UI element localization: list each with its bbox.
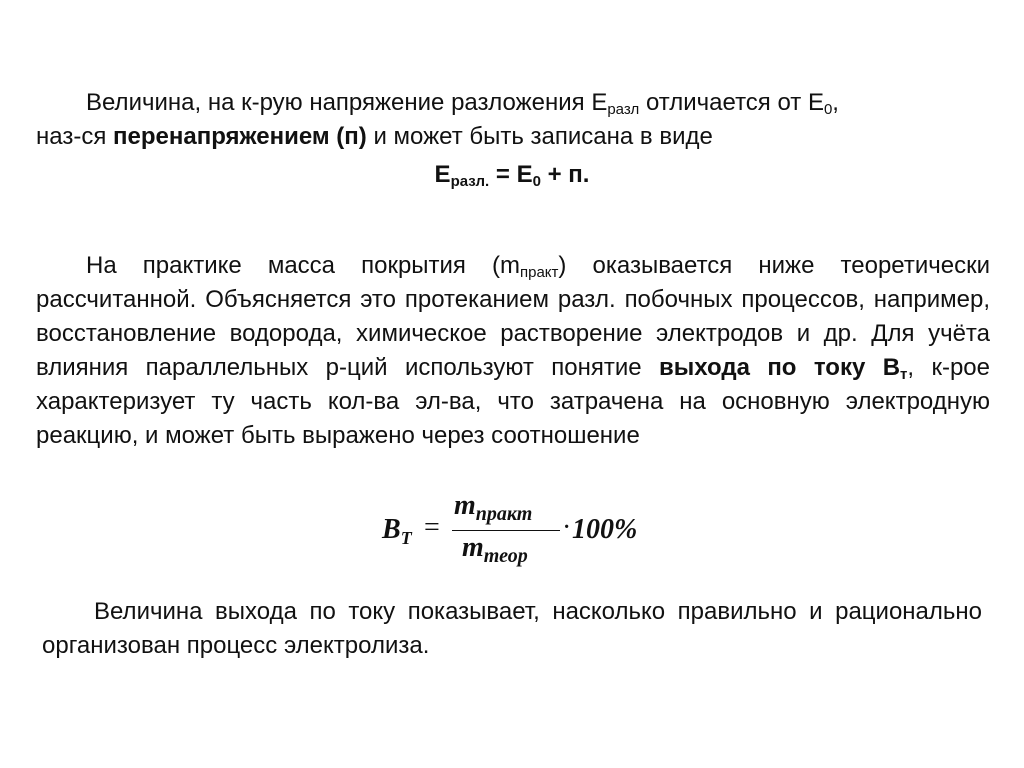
- formula2-dot: ·: [562, 512, 572, 543]
- formula2-den-sub: теор: [483, 545, 528, 567]
- formula2-equals: =: [424, 512, 440, 543]
- p1-sub-b: 0: [823, 101, 833, 118]
- p1-text-b: отличается от Е: [639, 89, 824, 116]
- formula2-lhs: [382, 514, 412, 546]
- formula1-mid: = Е: [489, 161, 533, 188]
- formula2-percent: 100%: [572, 514, 638, 545]
- formula1-mid-sub: 0: [532, 173, 541, 190]
- fraction-bar: [452, 530, 560, 531]
- formula1-rhs: + п.: [540, 161, 590, 188]
- p1-text-a: Величина, на к-рую напряжение разложения Е: [86, 89, 608, 116]
- p2-text-b: ) оказывается ниже теоретически рассчитанной. Объясняется это протеканием разл. побочных процессов, например, восстановление водорода, химическое растворение электродов и др. Для учёта влияния параллельных р-ций используют понятие: [36, 252, 990, 381]
- p2-text-a: На практике масса покрытия (m: [86, 252, 520, 279]
- p2-bold-text: выхода по току В: [659, 354, 901, 381]
- p2-sub-a: практ: [520, 264, 559, 281]
- formula2-numerator: [454, 490, 533, 525]
- p2-bold-term: [659, 354, 907, 381]
- formula2-lhs-sub: T: [400, 528, 412, 548]
- formula-current-efficiency: [382, 490, 662, 570]
- formula2-num-letter: m: [454, 490, 476, 521]
- p1-sub-a: разл: [607, 101, 640, 118]
- p2-text-c: , к-рое характеризует ту часть кол-ва эл-ва, что затрачена на основную электродную реакцию, и может быть выражено через соотношение: [36, 354, 990, 449]
- formula1-lhs: Е: [434, 161, 451, 188]
- formula2-denominator: [462, 532, 528, 567]
- p1-text-c: ,: [832, 89, 839, 116]
- paragraph-current-efficiency: [36, 249, 990, 453]
- formula-overvoltage: [0, 158, 1024, 192]
- paragraph-overvoltage: [36, 86, 990, 154]
- formula2-den-letter: m: [462, 532, 484, 563]
- p3-text: Величина выхода по току показывает, насколько правильно и рационально организован процесс электролиза.: [42, 598, 982, 659]
- formula1-lhs-sub: разл.: [450, 173, 490, 190]
- p1-text-e: и может быть записана в виде: [366, 123, 713, 150]
- p2-bold-sub: т: [900, 366, 908, 383]
- p1-text-d: наз-ся: [36, 123, 113, 150]
- formula2-num-sub: практ: [475, 503, 533, 525]
- p1-bold-term: перенапряжением (п): [113, 123, 367, 150]
- paragraph-conclusion: [42, 595, 982, 663]
- formula2-lhs-letter: B: [382, 514, 401, 545]
